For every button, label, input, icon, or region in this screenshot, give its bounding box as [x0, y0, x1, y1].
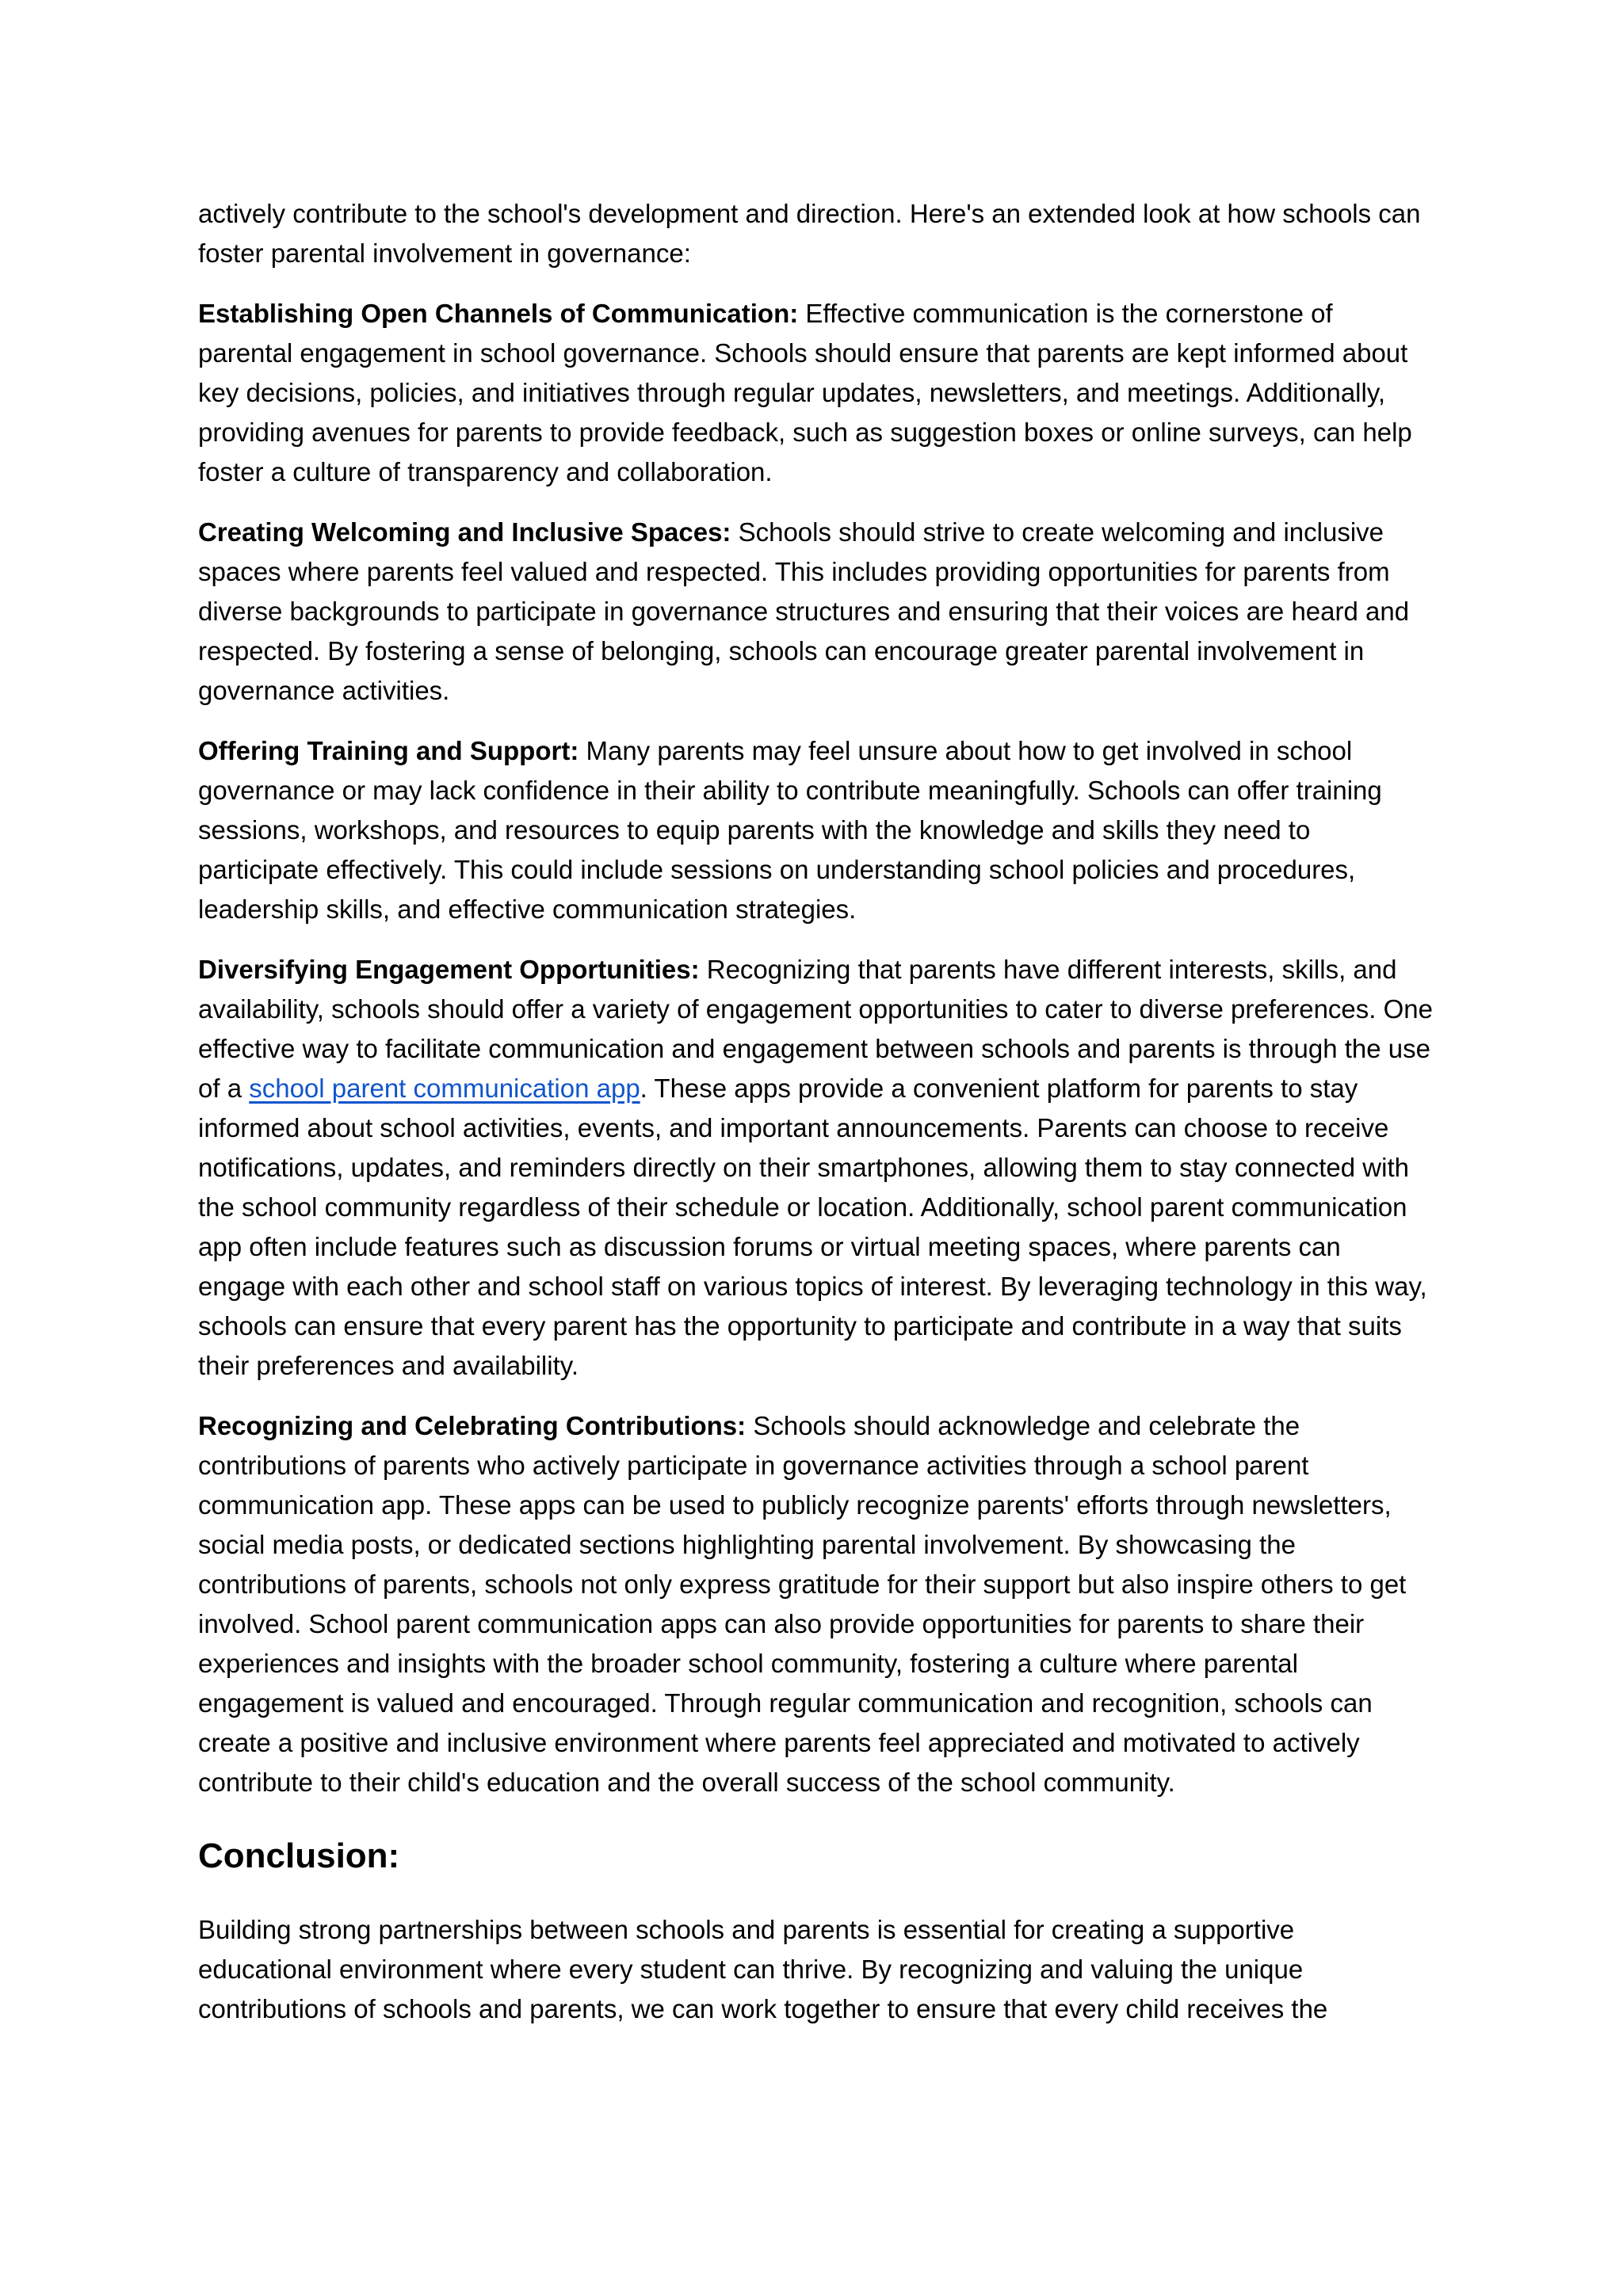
- section-heading-contributions: Recognizing and Celebrating Contributions:: [198, 1411, 747, 1440]
- conclusion-paragraph: Building strong partnerships between schools and parents is essential for creating a supportive educational environment where every student can thrive. By recognizing and valuing the unique contributions of schools and parents, we can work together to ensure that every child receives the: [198, 1915, 1328, 2023]
- section-contributions: [198, 1406, 1434, 1802]
- section-text-communication: Effective communication is the cornerstone of parental engagement in school governance. Schools should ensure that parents are kept informed about key decisions, policies, and initiatives through regular updates, newsletters, and meetings. Additionally, providing avenues for parents to provide feedback, such as suggestion boxes or online surveys, can help foster a culture of transparency and collaboration.: [198, 299, 1412, 486]
- document-body: [198, 194, 1434, 2050]
- section-engagement: [198, 950, 1434, 1386]
- section-text-contributions: Schools should acknowledge and celebrate the contributions of parents who actively participate in governance activities through a school parent communication app. These apps can be used to publicly recognize parents' efforts through newsletters, social media posts, or dedicated sections highlighting parental involvement. By showcasing the contributions of parents, schools not only express gratitude for their support but also inspire others to get involved. School parent communication apps can also provide opportunities for parents to share their experiences and insights with the broader school community, fostering a culture where parental engagement is valued and encouraged. Through regular communication and recognition, schools can create a positive and inclusive environment where parents feel appreciated and motivated to actively contribute to their child's education and the overall success of the school community.: [198, 1411, 1407, 1797]
- section-text-engagement-after: . These apps provide a convenient platform for parents to stay informed about school activities, events, and important announcements. Parents can choose to receive notifications, updates, and reminders directly on their smartphones, allowing them to stay connected with the school community regardless of their schedule or location. Additionally, school parent communication app often include features such as discussion forums or virtual meeting spaces, where parents can engage with each other and school staff on various topics of interest. By leveraging technology in this way, schools can ensure that every parent has the opportunity to participate and contribute in a way that suits their preferences and availability.: [198, 1074, 1427, 1380]
- section-communication: [198, 294, 1434, 492]
- intro-paragraph: actively contribute to the school's development and direction. Here's an extended look at how schools can foster parental involvement in governance:: [198, 199, 1421, 268]
- section-text-engagement-before: Recognizing that parents have different interests, skills, and availability, schools should offer a variety of engagement opportunities to cater to diverse preferences. One effective way to facilitate communication and engagement between schools and parents is through the use of a: [198, 955, 1433, 1103]
- section-inclusive-spaces: [198, 513, 1434, 711]
- section-heading-training: Offering Training and Support:: [198, 736, 579, 765]
- conclusion-heading: Conclusion:: [198, 1836, 400, 1875]
- section-text-inclusive-spaces: Schools should strive to create welcoming and inclusive spaces where parents feel valued and respected. This includes providing opportunities for parents from diverse backgrounds to participate in governance structures and ensuring that their voices are heard and respected. By fostering a sense of belonging, schools can encourage greater parental involvement in governance activities.: [198, 517, 1410, 705]
- section-heading-communication: Establishing Open Channels of Communication:: [198, 299, 799, 328]
- school-parent-app-link[interactable]: school parent communication app: [249, 1074, 640, 1103]
- section-heading-engagement: Diversifying Engagement Opportunities:: [198, 955, 700, 984]
- section-text-training: Many parents may feel unsure about how to get involved in school governance or may lack confidence in their ability to contribute meaningfully. Schools can offer training sessions, workshops, and resources to equip parents with the knowledge and skills they need to participate effectively. This could include sessions on understanding school policies and procedures, leadership skills, and effective communication strategies.: [198, 736, 1382, 924]
- section-training: [198, 731, 1434, 929]
- section-heading-inclusive-spaces: Creating Welcoming and Inclusive Spaces:: [198, 517, 731, 547]
